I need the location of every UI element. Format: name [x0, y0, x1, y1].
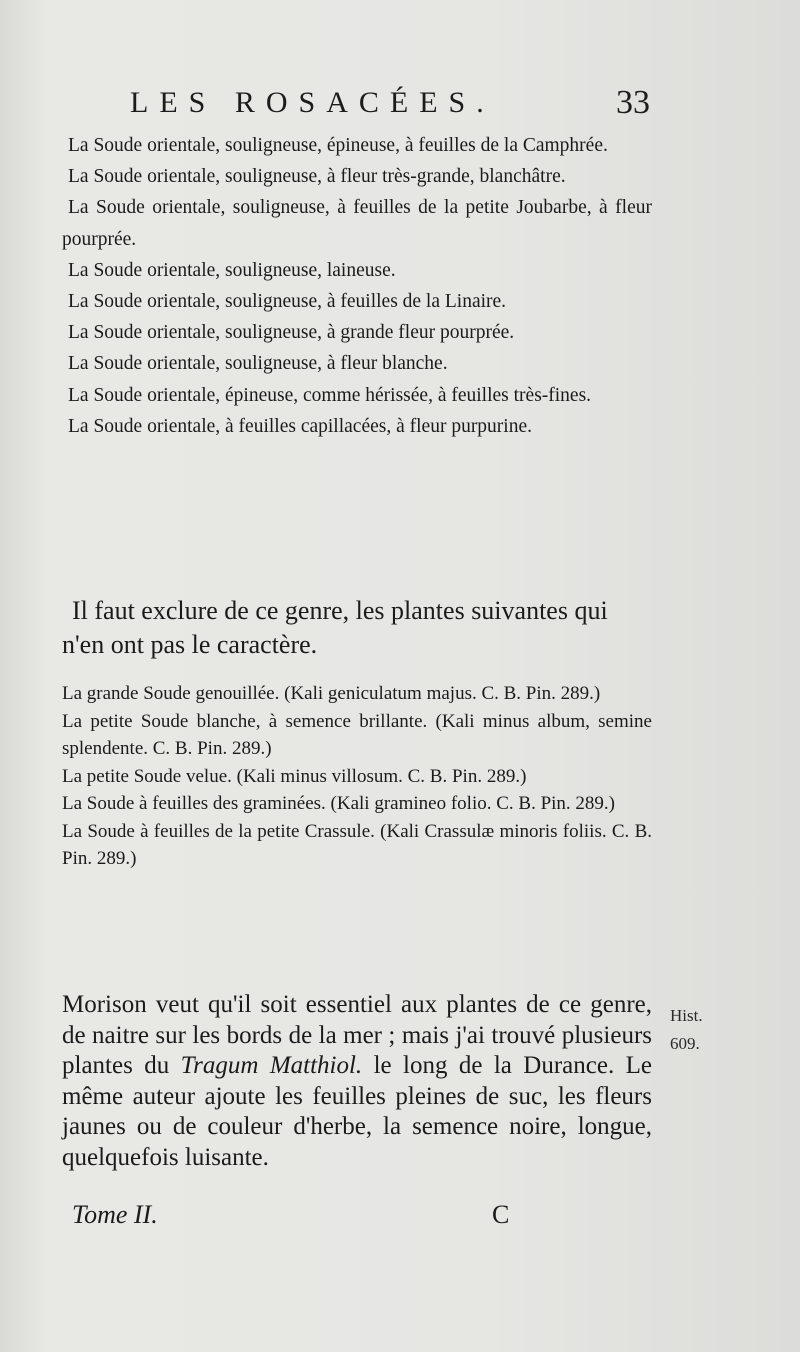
page-footer	[72, 1200, 632, 1236]
margin-note	[670, 1002, 730, 1058]
running-title: LES ROSACÉES.	[130, 86, 495, 119]
species-entry: La Soude orientale, souligneuse, à fleur blanche.	[68, 353, 448, 375]
excluded-entry: La petite Soude velue. (Kali minus villosum. C. B. Pin. 289.)	[62, 765, 527, 787]
closing-text-part1: Morison veut qu'il soit essentiel aux plantes de ce genre, de naitre sur les bords de la mer ; mais j'ai trouvé plusieurs plantes du	[62, 991, 652, 1079]
excluded-entry: La Soude à feuilles de la petite Crassule. (Kali Crassulæ minoris foliis. C. B. Pin. 289.)	[62, 820, 652, 869]
page-header	[130, 82, 660, 132]
closing-paragraph	[62, 990, 652, 1173]
species-entry: La Soude orientale, souligneuse, à feuilles de la Linaire.	[68, 291, 507, 313]
species-entry: La Soude orientale, épineuse, comme hérissée, à feuilles très-fines.	[68, 384, 592, 406]
closing-paragraph-text	[62, 990, 652, 1173]
margin-note-line: 609.	[670, 1034, 700, 1053]
section-heading-text: Il faut exclure de ce genre, les plantes suivantes qui n'en ont pas le caractère.	[62, 596, 608, 659]
excluded-species-list	[62, 680, 652, 873]
species-entry: La Soude orientale, souligneuse, à feuilles de la petite Joubarbe, à fleur pourprée.	[62, 197, 652, 250]
species-entry: La Soude orientale, souligneuse, laineuse.	[68, 259, 396, 281]
signature-mark: C	[492, 1200, 510, 1229]
species-entry: La Soude orientale, à feuilles capillacées, à fleur purpurine.	[68, 415, 533, 437]
species-entry: La Soude orientale, souligneuse, épineuse, à feuilles de la Camphrée.	[68, 135, 608, 156]
species-entry: La Soude orientale, souligneuse, à grande fleur pourprée.	[68, 322, 515, 344]
volume-label: Tome II.	[72, 1200, 158, 1229]
section-heading	[62, 594, 652, 662]
excluded-entry: La grande Soude genouillée. (Kali geniculatum majus. C. B. Pin. 289.)	[62, 683, 601, 704]
page-number: 33	[616, 84, 650, 121]
species-entry: La Soude orientale, souligneuse, à fleur très-grande, blanchâtre.	[68, 166, 566, 188]
excluded-entry: La Soude à feuilles des graminées. (Kali gramineo folio. C. B. Pin. 289.)	[62, 793, 615, 814]
closing-text-italic: Tragum Matthiol.	[180, 1052, 363, 1079]
closing-text-part2: le long de la Durance. Le même auteur ajoute les feuilles pleines de suc, les fleurs jaunes ou de couleur d'herbe, la semence noire, longue, quelquefois luisante.	[62, 1052, 652, 1171]
species-list	[62, 130, 652, 442]
excluded-entry: La petite Soude blanche, à semence brillante. (Kali minus album, semine splendente. C. B. Pin. 289.)	[62, 710, 652, 759]
margin-note-line: Hist.	[670, 1006, 703, 1025]
